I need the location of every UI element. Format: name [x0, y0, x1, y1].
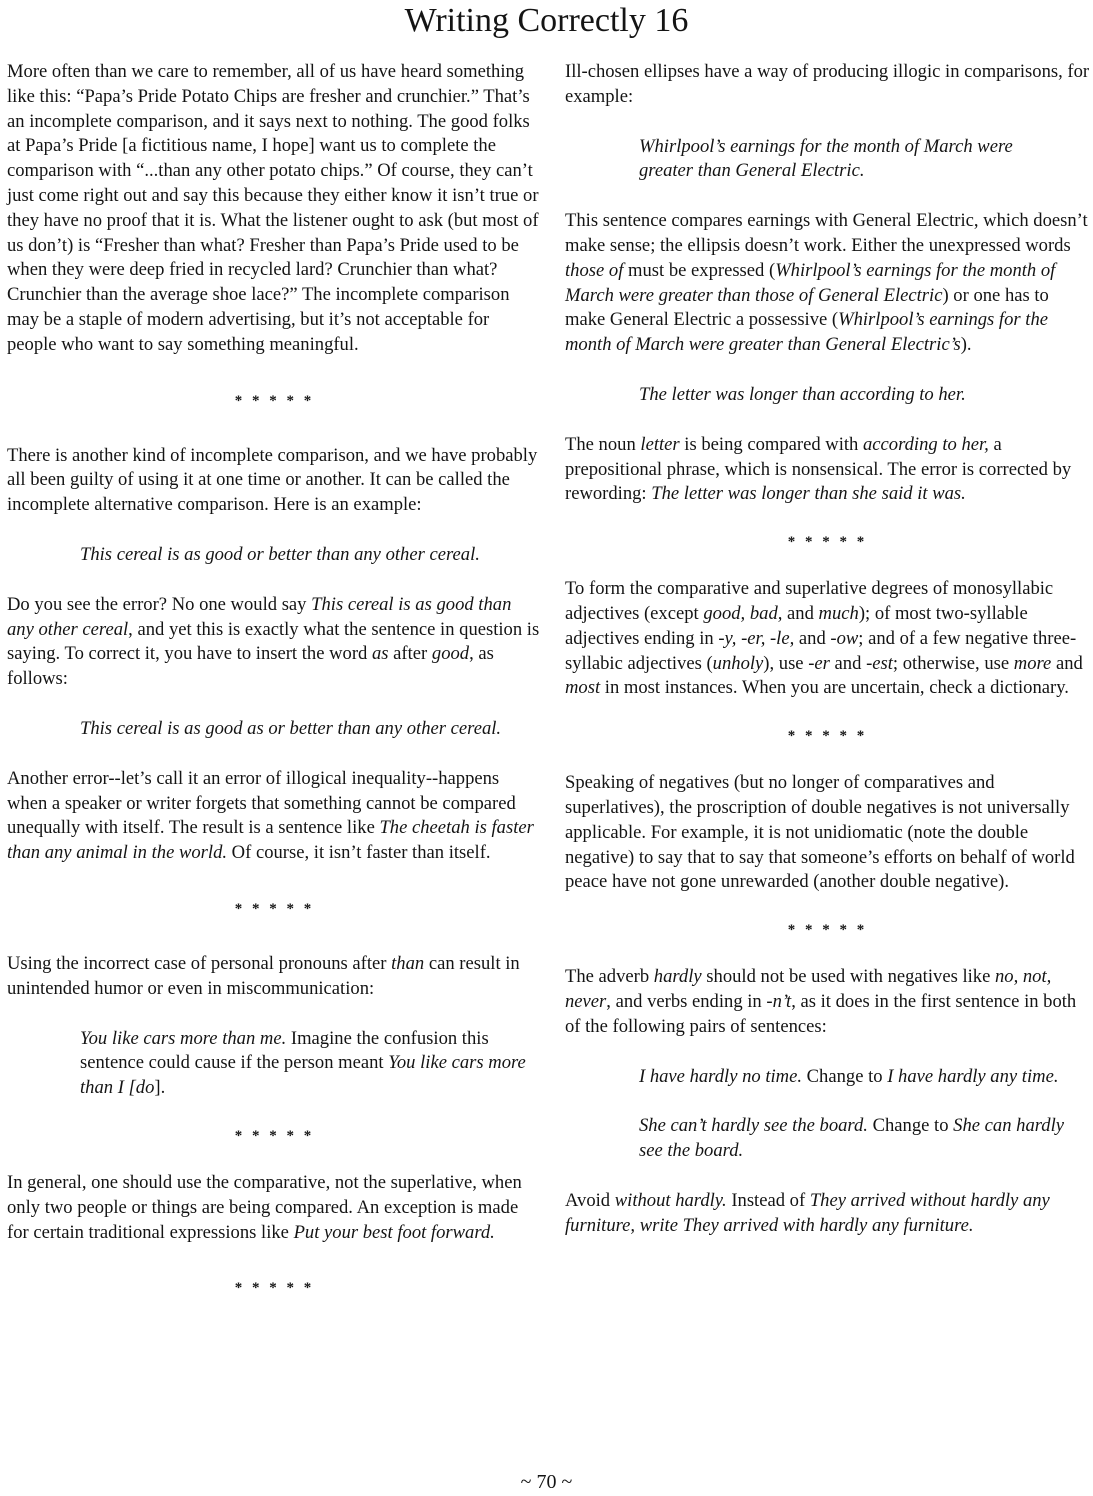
paragraph: Do you see the error? No one would say This cereal is as good than any other cereal, and yet this is exactly what the sentence in question is saying. To correct it, you have to insert the word as after good, as follows: — [7, 593, 540, 690]
example-sentence: Whirlpool’s earnings for the month of March were greater than General Electric. — [639, 135, 1013, 182]
example-sentence: She can’t hardly see the board. Change to She can hardly see the board. — [639, 1115, 1065, 1162]
example-sentence: I have hardly no time. Change to I have hardly any time. — [639, 1065, 1059, 1087]
example-sentence: This cereal is as good or better than any other cereal. — [80, 543, 480, 565]
paragraph: Another error--let’s call it an error of illogical inequality--happens when a speaker or writer forgets that something cannot be compared unequally with itself. The result is a sentence like The cheetah is faster than any animal in the world. Of course, it isn’t faster than itself. — [7, 767, 534, 864]
paragraph: In general, one should use the comparative, not the superlative, when only two people or things are being compared. An exception is made for certain traditional expressions like Put your best foot forward. — [7, 1171, 522, 1243]
page-title: Writing Correctly 16 — [404, 2, 689, 39]
example-sentence: This cereal is as good as or better than any other cereal. — [80, 717, 502, 739]
left-column — [7, 60, 542, 1298]
paragraph: The noun letter is being compared with according to her, a prepositional phrase, which is nonsensical. The error is corrected by rewording: The letter was longer than she said it was. — [565, 433, 1072, 505]
paragraph: To form the comparative and superlative degrees of monosyllabic adjectives (except good, bad, and much); of most two-syllable adjectives ending in -y, -er, -le, and -ow; and of a few negative three-syllabic adjectives (unholy), use -er and -est; otherwise, use more and most in most instances. When you are uncertain, check a dictionary. — [565, 578, 1083, 699]
paragraph: More often than we care to remember, all of us have heard something like this: “Papa’s Pride Potato Chips are fresher and crunchier.” That’s an incomplete comparison, and it says next to nothing. The good folks at Papa’s Pride [a fictitious name, I hope] want us to complete the comparison with “...than any other potato chips.” Of course, they can’t just come right out and say this because they either know it isn’t true or they have no proof that it is. What the listener ought to ask (but most of us don’t) is “Fresher than what? Fresher than Papa’s Pride used to be when they were deep fried in recycled lard? Crunchier than what? Crunchier than the average shoe lace?” The incomplete comparison may be a staple of modern advertising, but it’s not acceptable for people who want to say something meaningful. — [7, 61, 539, 355]
paragraph: Speaking of negatives (but no longer of comparatives and superlatives), the proscription of double negatives is not universally applicable. For example, it is not unidiomatic (note the double negative) to say that to say that someone’s efforts on behalf of world peace have not gone unrewarded (another double negative). — [565, 772, 1075, 893]
section-separator: * * * * * — [234, 1127, 315, 1144]
section-separator: * * * * * — [234, 392, 315, 409]
section-separator: * * * * * — [787, 728, 868, 745]
example-sentence: You like cars more than me. Imagine the confusion this sentence could cause if the person meant You like cars more than I [do]. — [80, 1027, 526, 1099]
section-separator: * * * * * — [234, 900, 315, 917]
paragraph: There is another kind of incomplete comparison, and we have probably all been guilty of using it at one time or another. It can be called the incomplete alternative comparison. Here is an example: — [7, 444, 538, 516]
paragraph: Ill-chosen ellipses have a way of producing illogic in comparisons, for example: — [565, 61, 1090, 107]
page-number: ~ 70 ~ — [520, 1471, 573, 1493]
right-column — [565, 60, 1090, 1239]
example-sentence: The letter was longer than according to her. — [639, 383, 966, 405]
section-separator: * * * * * — [234, 1280, 315, 1297]
paragraph: The adverb hardly should not be used with negatives like no, not, never, and verbs ending in -n’t, as it does in the first sentence in both of the following pairs of sentences: — [565, 966, 1077, 1037]
paragraph: Avoid without hardly. Instead of They arrived without hardly any furniture, write They arrived with hardly any furniture. — [565, 1189, 1050, 1236]
section-separator: * * * * * — [787, 534, 868, 551]
paragraph: Using the incorrect case of personal pronouns after than can result in unintended humor or even in miscommunication: — [7, 952, 520, 999]
paragraph: This sentence compares earnings with General Electric, which doesn’t make sense; the ellipsis doesn’t work. Either the unexpressed words those of must be expressed (Whirlpool’s earnings for the month of March were greater than those of General Electric) or one has to make General Electric a possessive (Whirlpool’s earnings for the month of March were greater than General Electric’s). — [565, 210, 1088, 356]
section-separator: * * * * * — [787, 922, 868, 939]
